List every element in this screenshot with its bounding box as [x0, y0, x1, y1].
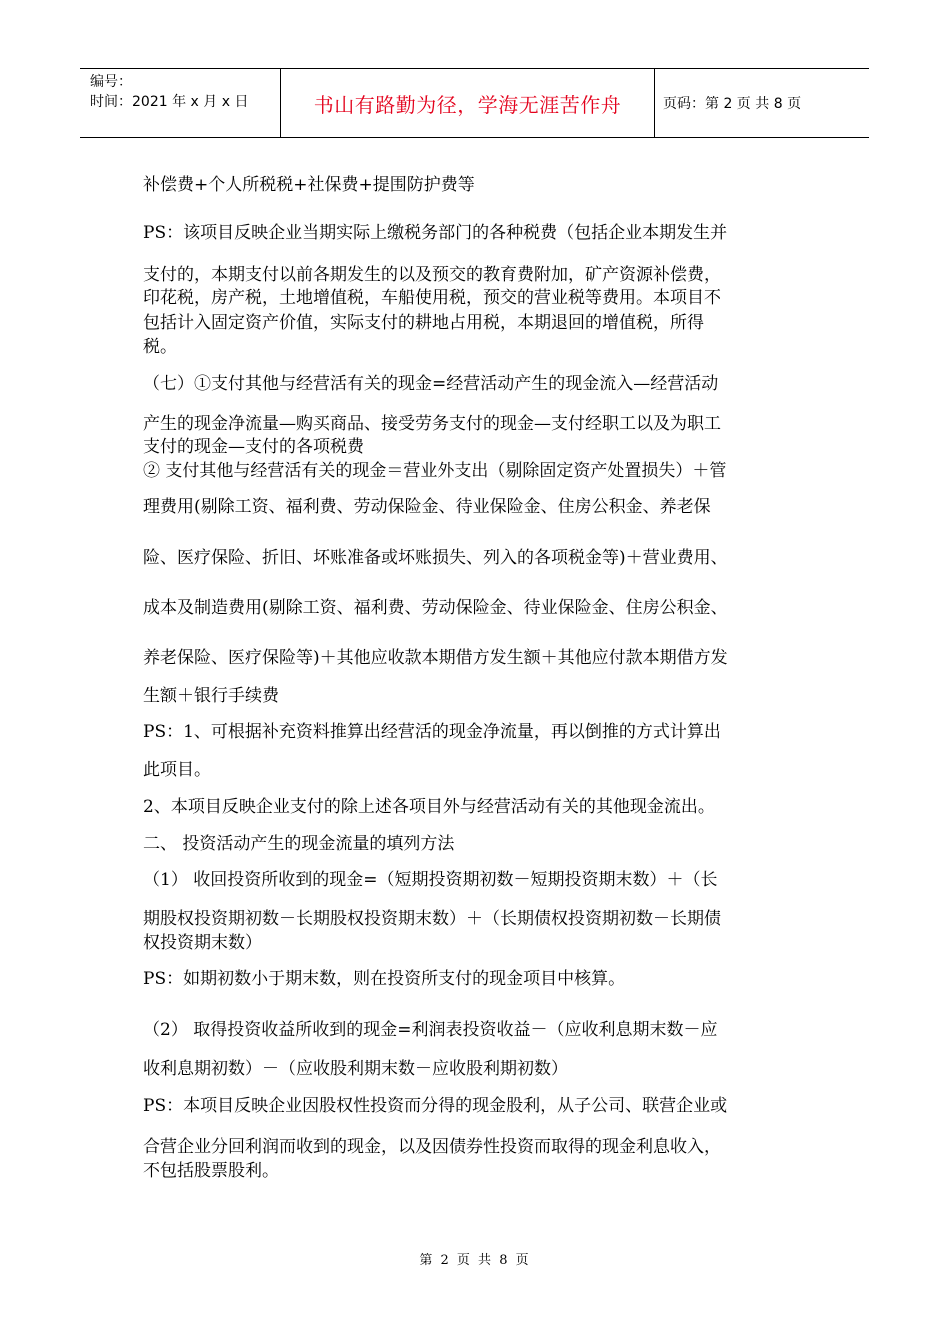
body-line: 产生的现金净流量—购买商品、接受劳务支付的现金—支付经职工以及为职工 [143, 414, 721, 434]
section-heading: 二、 投资活动产生的现金流量的填列方法 [143, 834, 455, 854]
body-line: 补偿费+个人所税税+社保费+提围防护费等 [143, 175, 475, 195]
body-line: 税。 [143, 337, 177, 357]
body-line: 支付的现金—支付的各项税费 [143, 437, 364, 457]
body-line: 权投资期末数） [143, 933, 262, 953]
body-line: 成本及制造费用(剔除工资、福利费、劳动保险金、待业保险金、住房公积金、 [143, 598, 728, 618]
body-line: PS：1、可根据补充资料推算出经营活的现金净流量，再以倒推的方式计算出 [143, 722, 721, 742]
body-line: （1） 收回投资所收到的现金=（短期投资期初数－短期投资期末数）＋（长 [143, 870, 718, 890]
body-line: 不包括股票股利。 [143, 1161, 279, 1181]
body-line: 此项目。 [143, 760, 211, 780]
body-line: 印花税，房产税，土地增值税，车船使用税，预交的营业税等费用。本项目不 [143, 288, 721, 308]
document-date: 时间：2021 年 x 月 x 日 [90, 94, 249, 110]
body-line: PS：该项目反映企业当期实际上缴税务部门的各种税费（包括企业本期发生并 [143, 223, 728, 243]
body-line: 养老保险、医疗保险等)＋其他应收款本期借方发生额＋其他应付款本期借方发 [143, 648, 728, 668]
body-line: 合营企业分回利润而收到的现金，以及因债券性投资而取得的现金利息收入， [143, 1137, 721, 1157]
header-meta [80, 69, 281, 137]
body-line: （七）①支付其他与经营活有关的现金=经营活动产生的现金流入—经营活动 [143, 374, 719, 394]
body-line: 包括计入固定资产价值，实际支付的耕地占用税，本期退回的增值税，所得 [143, 313, 704, 333]
body-line: ② 支付其他与经营活有关的现金＝营业外支出（剔除固定资产处置损失）＋管 [143, 461, 727, 481]
body-line: 理费用(剔除工资、福利费、劳动保险金、待业保险金、住房公积金、养老保 [143, 497, 711, 517]
body-line: PS：本项目反映企业因股权性投资而分得的现金股利，从子公司、联营企业或 [143, 1096, 728, 1116]
body-line: 2、本项目反映企业支付的除上述各项目外与经营活动有关的其他现金流出。 [143, 797, 715, 817]
body-line: 支付的，本期支付以前各期发生的以及预交的教育费附加，矿产资源补偿费， [143, 265, 721, 285]
document-number-label: 编号： [90, 74, 132, 90]
body-line: 期股权投资期初数－长期股权投资期末数）＋（长期债权投资期初数－长期债 [143, 909, 721, 929]
body-line: 收利息期初数）－（应收股利期末数－应收股利期初数） [143, 1059, 568, 1079]
header-page-info: 页码：第 2 页 共 8 页 [663, 96, 802, 112]
body-line: 险、医疗保险、折旧、坏账准备或坏账损失、列入的各项税金等)＋营业费用、 [143, 548, 728, 568]
header-motto: 书山有路勤为径，学海无涯苦作舟 [281, 69, 655, 137]
body-line: （2） 取得投资收益所收到的现金=利润表投资收益－（应收利息期末数－应 [143, 1020, 718, 1040]
page-footer: 第 2 页 共 8 页 [419, 1253, 531, 1268]
page-header [80, 68, 869, 138]
body-line: 生额＋银行手续费 [143, 686, 279, 706]
body-line: PS：如期初数小于期末数，则在投资所支付的现金项目中核算。 [143, 969, 626, 989]
